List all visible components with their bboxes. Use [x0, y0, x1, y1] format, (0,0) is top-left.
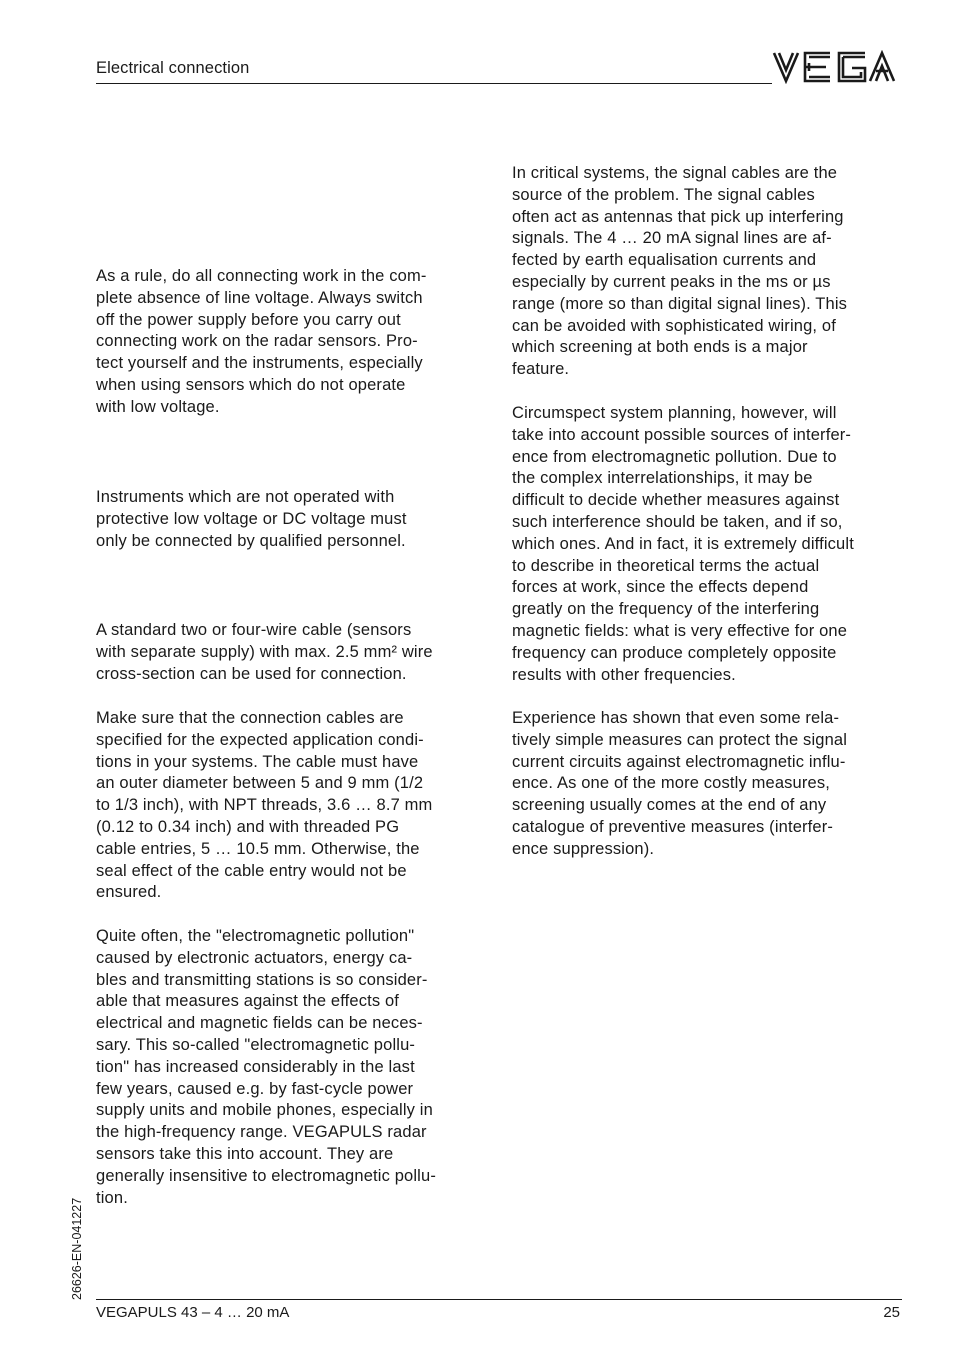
text-line: plete absence of line voltage. Always switch: [96, 288, 423, 307]
text-line: catalogue of preventive measures (interfer-: [512, 817, 834, 836]
paragraph: [512, 708, 847, 861]
text-line: sary. This so-called "electromagnetic pollu-: [96, 1035, 416, 1054]
text-line: often act as antennas that pick up interfering: [512, 207, 844, 226]
text-line: results with other frequencies.: [512, 665, 736, 684]
page-number: 25: [883, 1304, 900, 1321]
paragraph: [96, 266, 427, 419]
text-line: can be avoided with sophisticated wiring, of: [512, 316, 836, 335]
text-line: caused by electronic actuators, energy ca-: [96, 948, 413, 967]
text-line: electrical and magnetic fields can be neces-: [96, 1014, 423, 1033]
text-line: ence suppression).: [512, 839, 655, 858]
text-line: tions in your systems. The cable must have: [96, 752, 419, 771]
text-line: ensured.: [96, 883, 162, 902]
text-line: As a rule, do all connecting work in the com-: [96, 267, 427, 285]
text-line: the high-frequency range. VEGAPULS radar: [96, 1123, 427, 1142]
text-line: feature.: [512, 360, 570, 379]
paragraph: [512, 163, 847, 381]
text-line: signals. The 4 … 20 mA signal lines are af-: [512, 229, 832, 248]
text-line: cross-section can be used for connection.: [96, 664, 407, 683]
text-line: magnetic fields: what is very effective for one: [512, 621, 848, 640]
text-line: to 1/3 inch), with NPT threads, 3.6 … 8.7 mm: [96, 796, 433, 815]
paragraph: [96, 926, 436, 1209]
text-line: difficult to decide whether measures against: [512, 491, 840, 510]
text-line: generally insensitive to electromagnetic pollu-: [96, 1166, 436, 1185]
header-divider: [96, 83, 772, 84]
text-line: frequency can produce completely opposite: [512, 643, 837, 662]
text-line: tion.: [96, 1188, 128, 1207]
text-line: the complex interrelationships, it may be: [512, 469, 813, 488]
text-line: Circumspect system planning, however, will: [512, 404, 837, 422]
text-line: with separate supply) with max. 2.5 mm² wire: [96, 642, 433, 661]
text-line: screening usually comes at the end of any: [512, 796, 827, 815]
paragraph: [96, 708, 432, 904]
text-line: (0.12 to 0.34 inch) and with threaded PG: [96, 817, 400, 836]
text-line: In critical systems, the signal cables are the: [512, 164, 838, 182]
text-line: when using sensors which do not operate: [96, 375, 406, 394]
text-line: supply units and mobile phones, especially in: [96, 1101, 433, 1120]
text-line: off the power supply before you carry out: [96, 310, 401, 329]
document-code: 26626-EN-041227: [70, 1197, 84, 1300]
text-line: ence. As one of the more costly measures,: [512, 774, 830, 793]
text-line: an outer diameter between 5 and 9 mm (1/2: [96, 774, 424, 793]
page-section-title: Electrical connection: [96, 59, 250, 77]
text-line: A standard two or four-wire cable (sensors: [96, 621, 412, 639]
text-line: bles and transmitting stations is so consider-: [96, 970, 428, 989]
text-line: source of the problem. The signal cables: [512, 185, 815, 204]
text-line: Make sure that the connection cables are: [96, 709, 404, 727]
text-line: tively simple measures can protect the signal: [512, 730, 848, 749]
text-line: Instruments which are not operated with: [96, 488, 395, 506]
text-line: such interference should be taken, and if so,: [512, 512, 843, 531]
footer-document-title: VEGAPULS 43 – 4 … 20 mA: [96, 1304, 290, 1321]
paragraph: [96, 487, 407, 552]
text-line: protective low voltage or DC voltage must: [96, 509, 407, 528]
text-line: forces at work, since the effects depend: [512, 578, 809, 597]
text-line: specified for the expected application condi-: [96, 730, 424, 749]
text-line: Experience has shown that even some rela-: [512, 709, 840, 727]
footer-divider: [96, 1299, 902, 1300]
text-line: which ones. And in fact, it is extremely difficult: [512, 534, 854, 553]
text-line: Quite often, the "electromagnetic pollution": [96, 927, 415, 945]
text-line: few years, caused e.g. by fast-cycle power: [96, 1079, 414, 1098]
text-line: able that measures against the effects of: [96, 992, 400, 1011]
text-line: take into account possible sources of interfer-: [512, 425, 852, 444]
text-line: to describe in theoretical terms the actual: [512, 556, 820, 575]
text-line: current circuits against electromagnetic influ-: [512, 752, 846, 771]
text-line: especially by current peaks in the ms or µs: [512, 272, 831, 291]
text-line: ence from electromagnetic pollution. Due to: [512, 447, 837, 466]
paragraph: [96, 620, 433, 685]
text-line: only be connected by qualified personnel.: [96, 531, 406, 550]
text-line: sensors take this into account. They are: [96, 1144, 394, 1163]
text-line: with low voltage.: [96, 397, 220, 416]
text-line: which screening at both ends is a major: [512, 338, 808, 357]
text-line: range (more so than digital signal lines). This: [512, 294, 848, 313]
text-line: fected by earth equalisation currents and: [512, 251, 817, 270]
text-line: tect yourself and the instruments, especially: [96, 354, 423, 373]
text-line: greatly on the frequency of the interfering: [512, 600, 820, 619]
text-line: cable entries, 5 … 10.5 mm. Otherwise, the: [96, 839, 420, 858]
text-line: tion" has increased considerably in the last: [96, 1057, 415, 1076]
paragraph: [512, 403, 854, 686]
vega-logo: [772, 50, 900, 84]
text-line: seal effect of the cable entry would not be: [96, 861, 407, 880]
text-line: connecting work on the radar sensors. Pro-: [96, 332, 418, 351]
